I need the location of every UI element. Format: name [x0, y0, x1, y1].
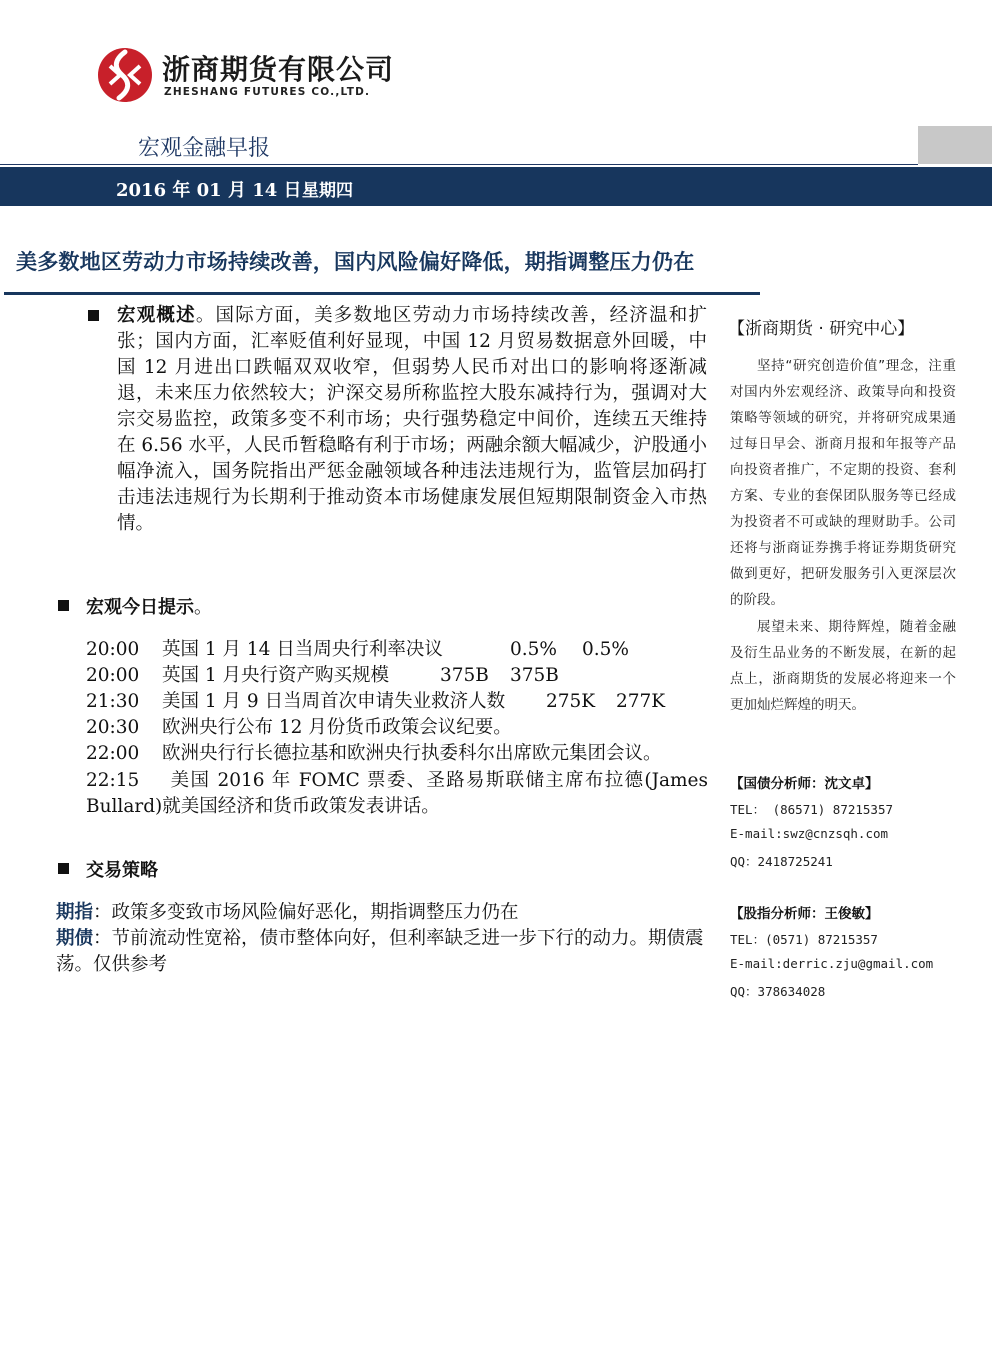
strategy-label: 期指 — [56, 902, 94, 923]
analyst-heading: 【股指分析师：王俊敏】 — [730, 906, 879, 922]
schedule-value-1: 0.5% — [510, 639, 557, 660]
schedule-event: 美国 1 月 9 日当周首次申请失业救济人数 — [162, 691, 506, 712]
macro-overview — [117, 303, 707, 537]
header-divider — [0, 164, 918, 165]
headline-divider — [4, 292, 760, 295]
analyst-email: E-mail:derric.zju@gmail.com — [730, 956, 934, 971]
today-section-title: 宏观今日提示。 — [86, 597, 212, 618]
overview-label: 宏观概述 — [117, 305, 196, 326]
strategy-item — [56, 900, 716, 926]
schedule-value-1: 375B — [440, 665, 489, 686]
schedule-event: 美国 2016 年 FOMC 票委、圣路易斯联储主席布拉德(James Bullard)就美国经济和货币政策发表讲话。 — [86, 770, 708, 817]
company-name-cn: 浙商期货有限公司 — [162, 53, 395, 86]
analyst-tel: TEL： (86571) 87215357 — [730, 802, 894, 817]
schedule-value-1: 275K — [546, 691, 596, 712]
sidebar-intro: 坚持“研究创造价值”理念，注重对国内外宏观经济、政策导向和投资策略等领域的研究，并将研究成果通过每日早会、浙商月报和年报等产品向投资者推广，不定期的投资、套利方案、专业的套保团队服务等已经成为投资者不可或缺的理财助手。公司还将与浙商证券携手将证券期货研究做到更好，把研发服务引入更深层次的阶段。 — [730, 358, 956, 608]
bullet-icon — [58, 600, 69, 611]
analyst-heading: 【国债分析师：沈文卓】 — [730, 776, 879, 792]
schedule-event: 欧洲央行公布 12 月份货币政策会议纪要。 — [162, 717, 512, 738]
strategy-text: ：节前流动性宽裕，债市整体向好，但利率缺乏进一步下行的动力。期债震荡。仅供参考 — [56, 928, 704, 975]
bullet-icon — [58, 863, 69, 874]
report-weekday: 星期四 — [302, 181, 353, 201]
strategy-item — [56, 926, 706, 978]
sidebar-outlook: 展望未来、期待辉煌，随着金融及衍生品业务的不断发展，在新的起点上，浙商期货的发展必将迎来一个更加灿烂辉煌的明天。 — [730, 619, 956, 713]
report-date: 2016 年 01 月 14 日 — [116, 180, 302, 201]
sidebar-title: 【浙商期货 · 研究中心】 — [728, 319, 915, 339]
analyst-tel: TEL：(0571) 87215357 — [730, 932, 878, 947]
bullet-icon — [88, 310, 99, 321]
schedule-event: 英国 1 月 14 日当周央行利率决议 — [162, 639, 443, 660]
schedule-row — [86, 768, 708, 820]
schedule-value-2: 0.5% — [582, 639, 629, 660]
schedule-time: 20:00 — [86, 639, 140, 660]
strategy-body — [56, 900, 716, 978]
strategy-text: ：政策多变致市场风险偏好恶化，期指调整压力仍在 — [93, 902, 519, 923]
headline: 美多数地区劳动力市场持续改善，国内风险偏好降低，期指调整压力仍在 — [16, 250, 695, 274]
analyst-email: E-mail:swz@cnzsqh.com — [730, 826, 889, 841]
strategy-label: 期债 — [56, 928, 94, 949]
analyst-qq: QQ：378634028 — [730, 984, 826, 999]
schedule-value-2: 375B — [510, 665, 559, 686]
schedule-event: 英国 1 月央行资产购买规模 — [162, 665, 390, 686]
schedule-time: 21:30 — [86, 691, 140, 712]
schedule-time: 20:30 — [86, 717, 140, 738]
header-accent-block — [918, 126, 992, 164]
schedule-time: 20:00 — [86, 665, 140, 686]
strategy-section-title: 交易策略 — [86, 860, 158, 881]
schedule-value-2: 277K — [616, 691, 666, 712]
company-name-en: ZHESHANG FUTURES CO.,LTD. — [164, 86, 371, 98]
company-logo-icon — [96, 46, 154, 104]
overview-text: 。国际方面，美多数地区劳动力市场持续改善，经济温和扩张；国内方面，汇率贬值利好显现，中国 12 月贸易数据意外回暖，中国 12 月进出口跌幅双双收窄，但弱势人民币对出口的影响将逐渐减退，未来压力依然较大；沪深交易所称监控大股东减持行为，强调对大宗交易监控，政策多变不利市场；央行强势稳定中间价，连续五天维持在 6.56 水平，人民币暂稳略有利于市场；两融余额大幅减少，沪股通小幅净流入，国务院指出严惩金融领域各种违法违规行为，监管层加码打击违法违规行为长期利于推动资本市场健康发展但短期限制资金入市热情。 — [117, 305, 707, 534]
report-title: 宏观金融早报 — [138, 136, 271, 161]
schedule-time: 22:00 — [86, 743, 140, 764]
analyst-qq: QQ：2418725241 — [730, 854, 833, 869]
schedule-time: 22:15 — [86, 770, 140, 791]
schedule-event: 欧洲央行行长德拉基和欧洲央行执委科尔出席欧元集团会议。 — [162, 743, 662, 764]
